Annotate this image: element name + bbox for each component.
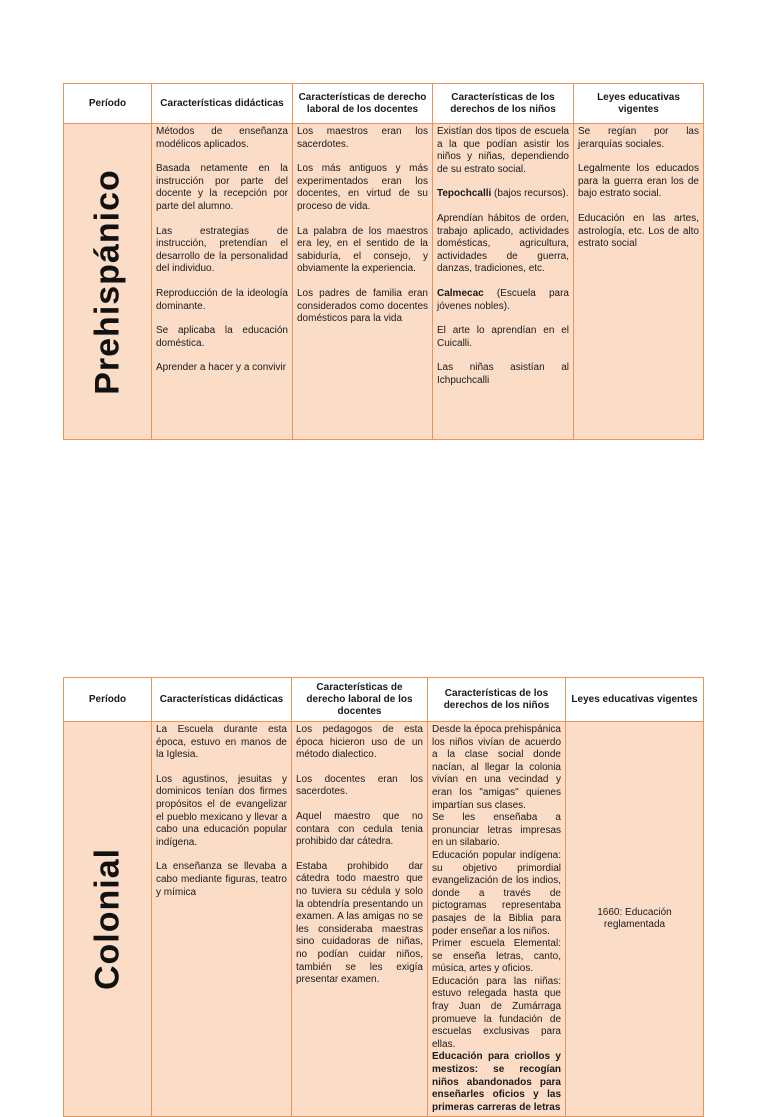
text-paragraph: Educación en las artes, astrología, etc. Los de alto estrato social [578,212,699,250]
text-paragraph: Basada netamente en la instrucción por parte del docente y la recepción por parte del alumno. [156,163,288,212]
text-paragraph: Legalmente los educados para la guerra eran los de bajo estrato social. [578,163,699,200]
text-paragraph: Los padres de familia eran considerados como docentes domésticos para la vida [297,287,428,325]
text-paragraph: La enseñanza se llevaba a cabo mediante figuras, teatro y mímica [156,861,287,898]
text-paragraph: Primer escuela Elemental: se enseña letras, canto, música, artes y oficios. [432,938,561,975]
table-colonial [63,677,704,1117]
school-desc: (bajos recursos). [491,188,569,200]
text-paragraph: Los pedagogos de esta época hicieron uso de un método dialectico. [296,724,423,761]
text-paragraph: Las niñas asistían al Ichpuchcalli [437,362,569,386]
text-paragraph: Las estrategias de instrucción, pretendían el desarrollo de la personalidad del individuo. [156,225,288,275]
header-didacticas: Características didácticas [152,84,293,124]
text-paragraph: Se les enseñaba a pronunciar letras impresas en un silabario. [432,812,561,849]
header-ninos: Características de los derechos de los niños [433,84,574,124]
text-paragraph: El arte lo aprendían en el Cuicalli. [437,325,569,349]
text-paragraph: Educación popular indígena: su objetivo primordial evangelización de los indios, donde a través de pictogramas representaba pasajes de la Biblia para poder enseñar a los niños. [432,849,561,937]
header-leyes: Leyes educativas vigentes [574,84,704,124]
bold-paragraph: Educación para criollos y mestizos: se recogían niños abandonados para enseñarles oficios y las primeras carreras de letras [432,1051,561,1113]
text-paragraph: Estaba prohibido dar cátedra todo maestro que no tuviera su cédula y solo la obtendría presentando un examen. A las amigas no se les consideraba maestras sino cuidadoras de niñas, no podían cuidar niños, también se les exigía presentar examen. [296,860,423,986]
text-paragraph: Reproducción de la ideología dominante. [156,287,288,312]
text-paragraph: Aquel maestro que no contara con cedula tenia prohibido dar cátedra. [296,810,423,848]
text-paragraph [437,188,569,201]
text-paragraph: Los más antiguos y más experimentados eran los docentes, en virtud de su proceso de vida. [297,163,428,212]
school-name: Calmecac [437,287,484,299]
header-ninos: Características de los derechos de los niños [428,678,566,722]
text-paragraph: Se regían por las jerarquías sociales. [578,126,699,150]
leyes-cell [574,124,704,440]
text-paragraph: Métodos de enseñanza modélicos aplicados. [156,126,288,150]
text-paragraph: 1660: Educación reglamentada [597,906,672,931]
text-paragraph: Aprender a hacer y a convivir [156,362,287,374]
text-paragraph: Se aplicaba la educación doméstica. [156,325,288,349]
header-leyes: Leyes educativas vigentes [566,678,704,722]
text-paragraph: Los docentes eran los sacerdotes. [296,773,423,798]
header-periodo: Período [64,84,152,124]
header-laboral: Características de derecho laboral de los docentes [292,678,428,722]
header-didacticas: Características didácticas [152,678,292,722]
period-label: Colonial [88,848,126,991]
period-cell [64,722,152,1117]
school-name: Tepochcalli [437,188,492,200]
header-laboral: Características de derecho laboral de los docentes [293,84,433,124]
table-header-row [64,678,704,722]
text-paragraph: Desde la época prehispánica los niños vivían de acuerdo a la clase social donde nacían, al llegar la colonia vivían en una vecindad y eran los "amigas" quienes impartían sus clases. [432,724,561,811]
text-paragraph [432,1051,561,1114]
text-paragraph: Los maestros eran los sacerdotes. [297,126,428,150]
ninos-cell [428,722,566,1117]
table-row [64,722,704,1117]
table-prehispanico [63,83,704,440]
period-cell [64,124,152,440]
ninos-cell [433,124,574,440]
school-desc: (Escuela para jóvenes nobles). [437,287,569,312]
didacticas-cell [152,124,293,440]
text-paragraph: Existían dos tipos de escuela a la que podían asistir los niños y niñas, dependiendo de su estrato social. [437,126,569,175]
text-paragraph: La palabra de los maestros era ley, en el sentido de la sabiduría, el consejo, y obviamente la experiencia. [297,225,428,275]
laboral-cell [293,124,433,440]
laboral-cell [292,722,428,1117]
table-row [64,124,704,440]
text-paragraph: Aprendían hábitos de orden, trabajo aplicado, actividades domésticas, agricultura, actividades de guerra, danzas, tradiciones, etc. [437,212,569,275]
header-periodo: Período [64,678,152,722]
text-paragraph: Educación para las niñas: estuvo relegada hasta que fray Juan de Zumárraga promueve la fundación de escuelas exclusivas para ellas. [432,975,561,1050]
period-label: Prehispánico [88,168,126,395]
leyes-cell [566,722,704,1117]
text-paragraph: La Escuela durante esta época, estuvo en manos de la Iglesia. [156,724,287,761]
table-header-row [64,84,704,124]
text-paragraph: Los agustinos, jesuitas y dominicos tenían dos firmes propósitos el de evangelizar el pueblo mexicano y llevar a cabo una educación popular indígena. [156,773,287,848]
text-paragraph [437,288,569,313]
didacticas-cell [152,722,292,1117]
